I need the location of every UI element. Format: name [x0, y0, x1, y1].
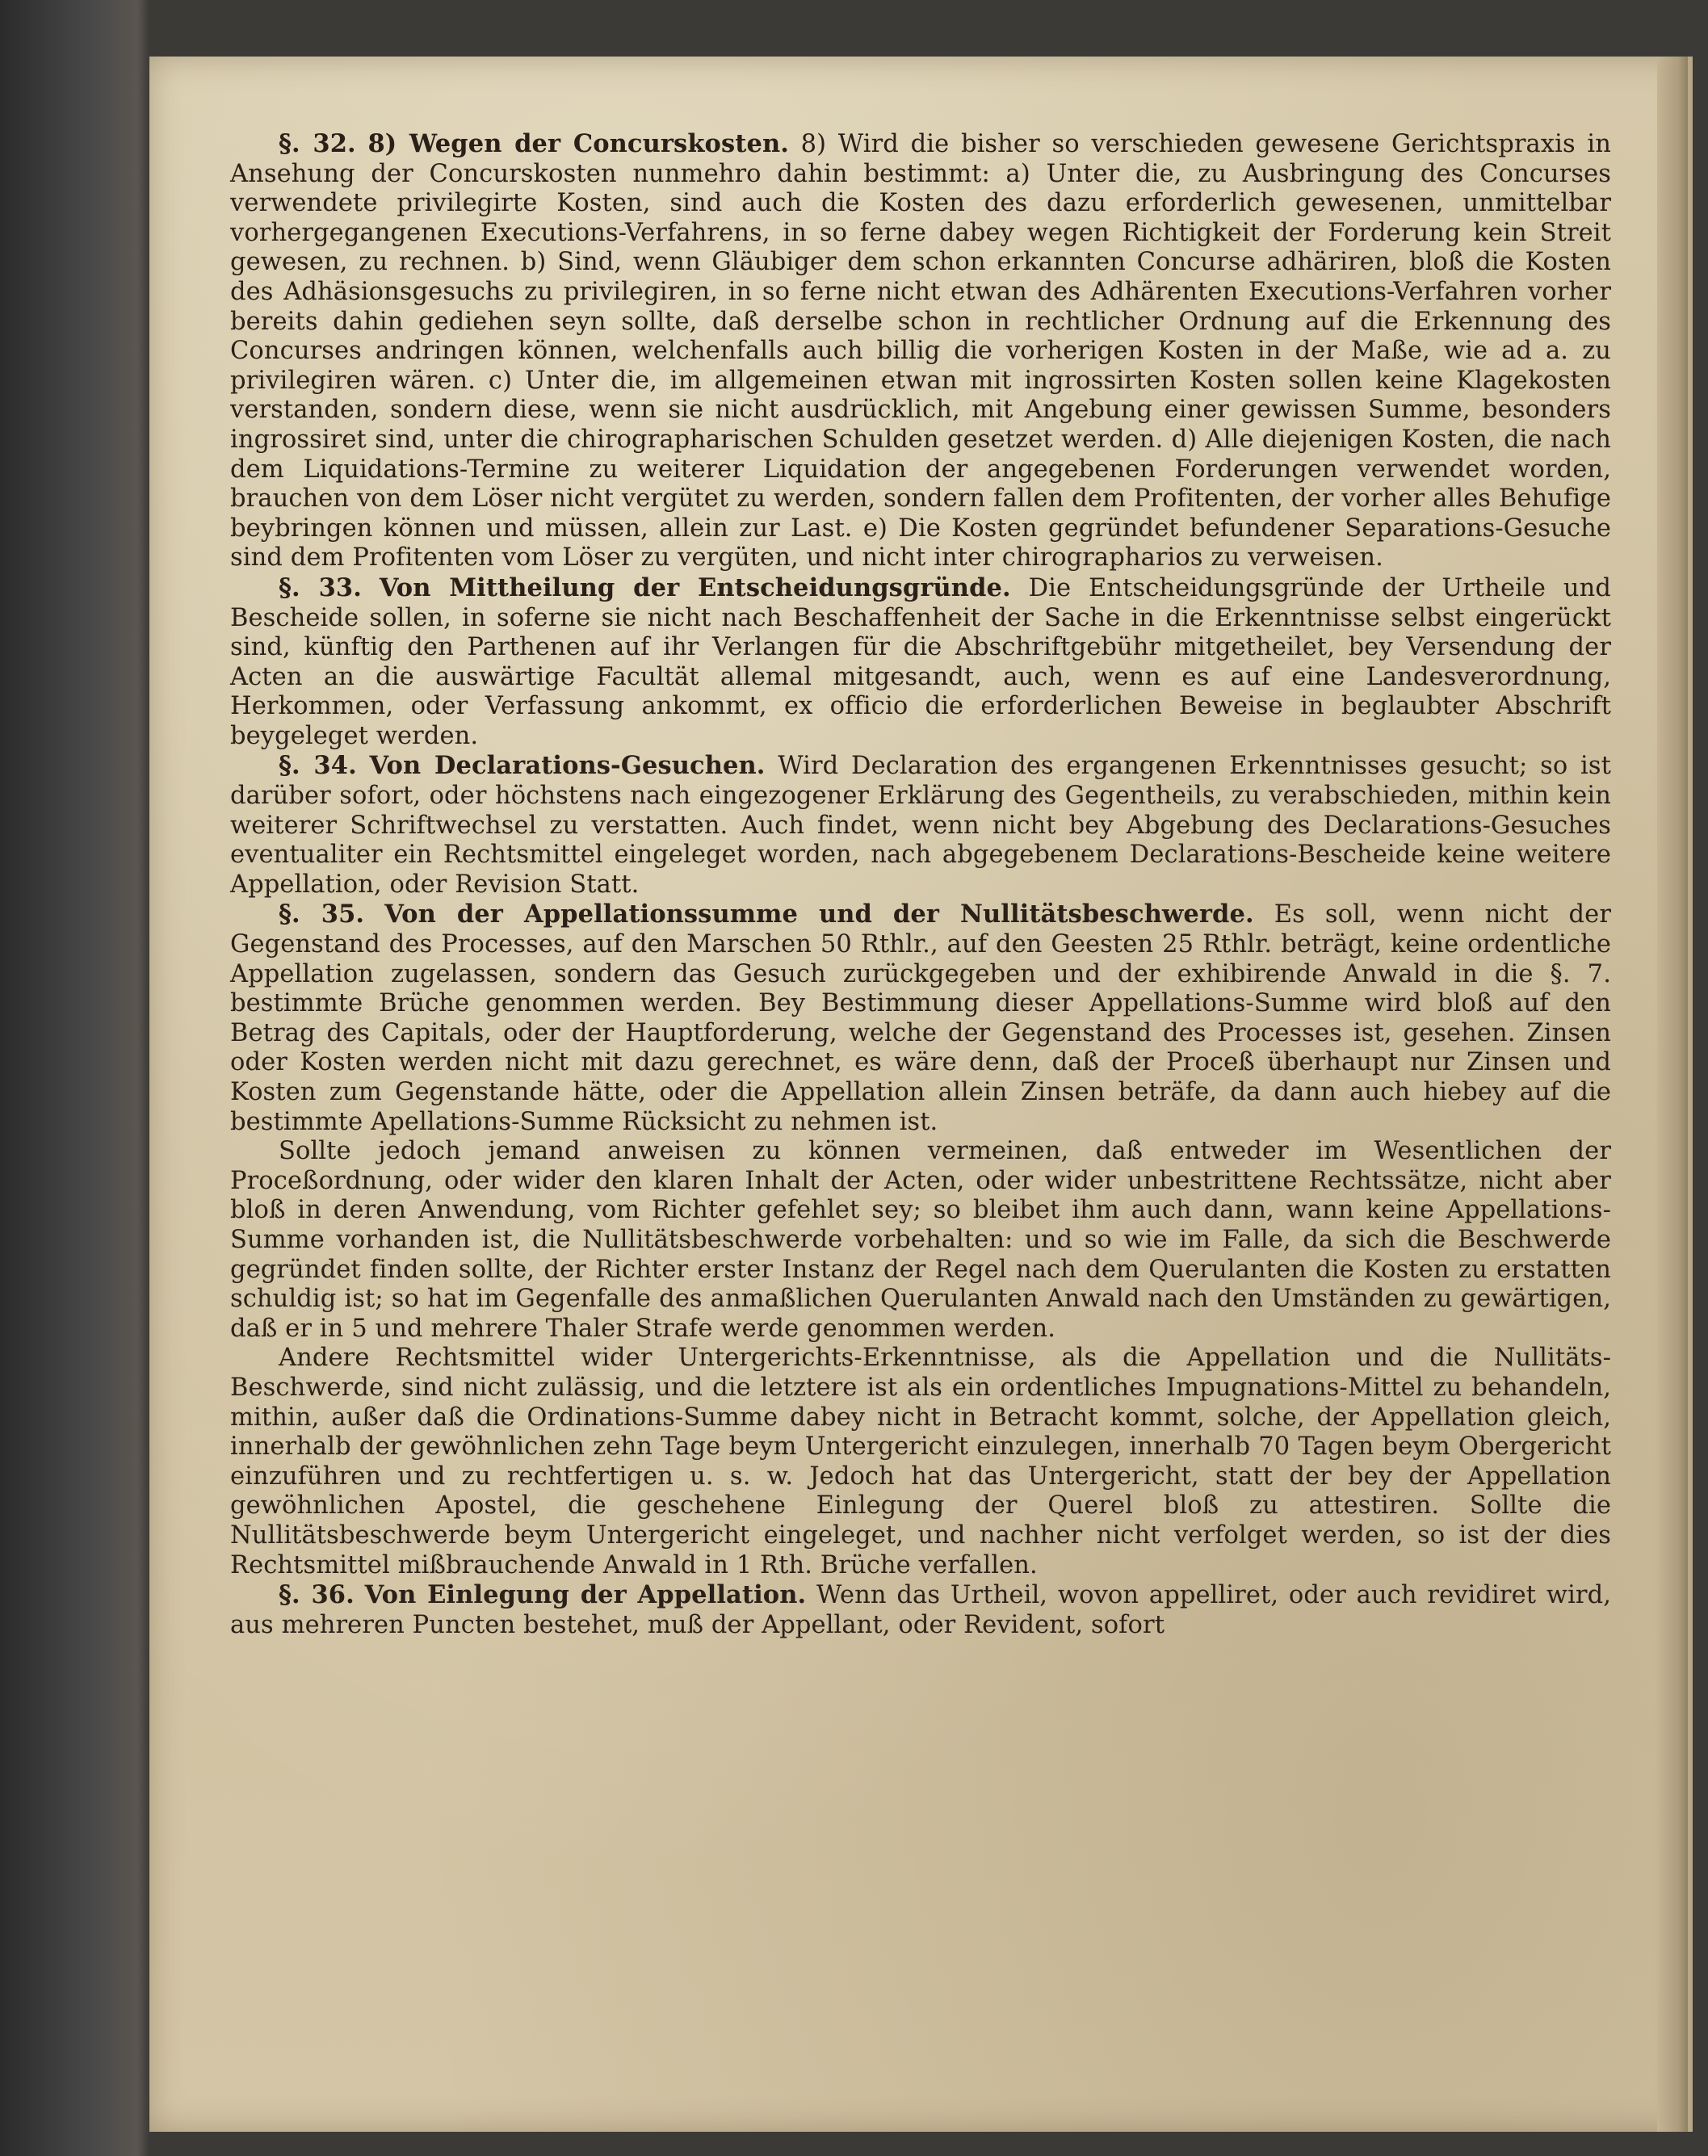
section-33	[230, 573, 1611, 752]
section-36-title: Von Einlegung der Appellation.	[364, 1580, 807, 1610]
section-35-number: §. 35.	[279, 900, 365, 929]
section-33-title: Von Mittheilung der Entscheidungsgründe.	[379, 573, 1011, 602]
section-32-title: 8) Wegen der Concurskosten.	[367, 129, 789, 158]
section-35-title: Von der Appellationssumme und der Nullitätsbeschwerde.	[384, 900, 1254, 929]
section-34-body: Wird Declaration des ergangenen Erkenntnisses gesucht; so ist darüber sofort, oder höchstens nach eingezogener Erklärung des Gegentheils, zu verabschieden, mithin kein weiterer Schriftwechsel zu verstatten. Auch findet, wenn nicht bey Abgebung des Declarations-Gesuches eventualiter ein Rechtsmittel eingeleget worden, nach abgegebenem Declarations-Bescheide keine weitere Appellation, oder Revision Statt.	[230, 752, 1612, 899]
section-36-number: §. 36.	[279, 1580, 355, 1610]
section-35-body: Es soll, wenn nicht der Gegenstand des Processes, auf den Marschen 50 Rthlr., auf den Geesten 25 Rthlr. beträgt, keine ordentliche Appellation zugelassen, sondern das Gesuch zurückgegeben und der exhibirende Anwald in die §. 7. bestimmte Brüche genommen werden. Bey Bestimmung dieser Appellations-Summe wird bloß auf den Betrag des Capitals, oder der Hauptforderung, welche der Gegenstand des Processes ist, gesehen. Zinsen oder Kosten werden nicht mit dazu gerechnet, es wäre denn, daß der Proceß überhaupt nur Zinsen und Kosten zum Gegenstande hätte, oder die Appellation allein Zinsen beträfe, da dann auch hiebey auf die bestimmte Apellations-Summe Rücksicht zu nehmen ist.	[230, 900, 1612, 1136]
section-32-number: §. 32.	[279, 129, 356, 158]
section-36-body: Wenn das Urtheil, wovon appelliret, oder auch revidiret wird, aus mehreren Puncten bestehet, muß der Appellant, oder Revident, sofort	[230, 1581, 1612, 1639]
section-33-body: Die Entscheidungsgründe der Urtheile und Bescheide sollen, in soferne sie nicht nach Beschaffenheit der Sache in die Erkenntnisse selbst eingerückt sind, künftig den Parthenen auf ihr Verlangen für die Abschriftgebühr mitgetheilet, bey Versendung der Acten an die auswärtige Facultät allemal mitgesandt, auch, wenn es auf eine Landesverordnung, Herkommen, oder Verfassung ankommt, ex officio die erforderlichen Beweise in beglaubter Abschrift beygeleget werden.	[230, 573, 1612, 750]
section-34-title: Von Declarations-Gesuchen.	[369, 751, 766, 781]
section-34-number: §. 34.	[279, 751, 357, 781]
section-35-paragraph-3: Andere Rechtsmittel wider Untergerichts-Erkenntnisse, als die Appellation und die Nullitäts-Beschwerde, sind nicht zulässig, und die letztere ist als ein ordentliches Impugnations-Mittel zu behandeln, mithin, außer daß die Ordinations-Summe dabey nicht in Betracht kommt, solche, der Appellation gleich, innerhalb der gewöhnlichen zehn Tage beym Untergericht einzulegen, innerhalb 70 Tagen beym Obergericht einzuführen und zu rechtfertigen u. s. w. Jedoch hat das Untergericht, statt der bey der Appellation gewöhnlichen Apostel, die geschehene Einlegung der Querel bloß zu attestiren. Sollte die Nullitätsbeschwerde beym Untergericht eingeleget, und nachher nicht verfolget werden, so ist der dies Rechtsmittel mißbrauchende Anwald in 1 Rth. Brüche verfallen.	[230, 1344, 1611, 1579]
document-page	[149, 57, 1693, 2132]
page-edge	[1657, 57, 1688, 2132]
section-32	[230, 129, 1611, 573]
section-34	[230, 751, 1611, 900]
section-32-body: 8) Wird die bisher so verschieden gewesene Gerichtspraxis in Ansehung der Concurskosten nunmehro dahin bestimmt: a) Unter die, zu Ausbringung des Concurses verwendete privilegirte Kosten, sind auch die Kosten des dazu erforderlich gewesenen, unmittelbar vorhergegangenen Executions-Verfahrens, in so ferne dabey wegen Richtigkeit der Forderung kein Streit gewesen, zu rechnen. b) Sind, wenn Gläubiger dem schon erkannten Concurse adhäriren, bloß die Kosten des Adhäsionsgesuchs zu privilegiren, in so ferne nicht etwan des Adhärenten Executions-Verfahren vorher bereits dahin gediehen seyn sollte, daß derselbe schon in rechtlicher Ordnung auf die Erkennung des Concurses andringen können, welchenfalls auch billig die vorherigen Kosten in der Maße, wie ad a. zu privilegiren wären. c) Unter die, im allgemeinen etwan mit ingrossirten Kosten sollen keine Klagekosten verstanden, sondern diese, wenn sie nicht ausdrücklich, mit Angebung einer gewissen Summe, besonders ingrossiret sind, unter die chirographarischen Schulden gesetzet werden. d) Alle diejenigen Kosten, die nach dem Liquidations-Termine zu weiterer Liquidation der angegebenen Forderungen verwendet worden, brauchen von dem Löser nicht vergütet zu werden, sondern fallen dem Profitenten, der vorher alles Behufige beybringen können und müssen, allein zur Last. e) Die Kosten gegründet befundener Separations-Gesuche sind dem Profitenten vom Löser zu vergüten, und nicht inter chirographarios zu verweisen.	[230, 130, 1611, 573]
page-text	[230, 129, 1611, 2043]
section-35	[230, 900, 1611, 1137]
section-36	[230, 1580, 1611, 1640]
section-35-paragraph-2: Sollte jedoch jemand anweisen zu können vermeinen, daß entweder im Wesentlichen der Proceßordnung, oder wider den klaren Inhalt der Acten, oder wider unbestrittene Rechtssätze, nicht aber bloß in deren Anwendung, vom Richter gefehlet sey; so bleibet ihm auch dann, wann keine Appellations-Summe vorhanden ist, die Nullitätsbeschwerde vorbehalten: und so wie im Falle, da sich die Beschwerde gegründet finden sollte, der Richter erster Instanz der Regel nach dem Querulanten die Kosten zu erstatten schuldig ist; so hat im Gegenfalle des anmaßlichen Querulanten Anwald nach den Umständen zu gewärtigen, daß er in 5 und mehrere Thaler Strafe werde genommen werden.	[230, 1137, 1611, 1343]
section-33-number: §. 33.	[279, 573, 362, 602]
